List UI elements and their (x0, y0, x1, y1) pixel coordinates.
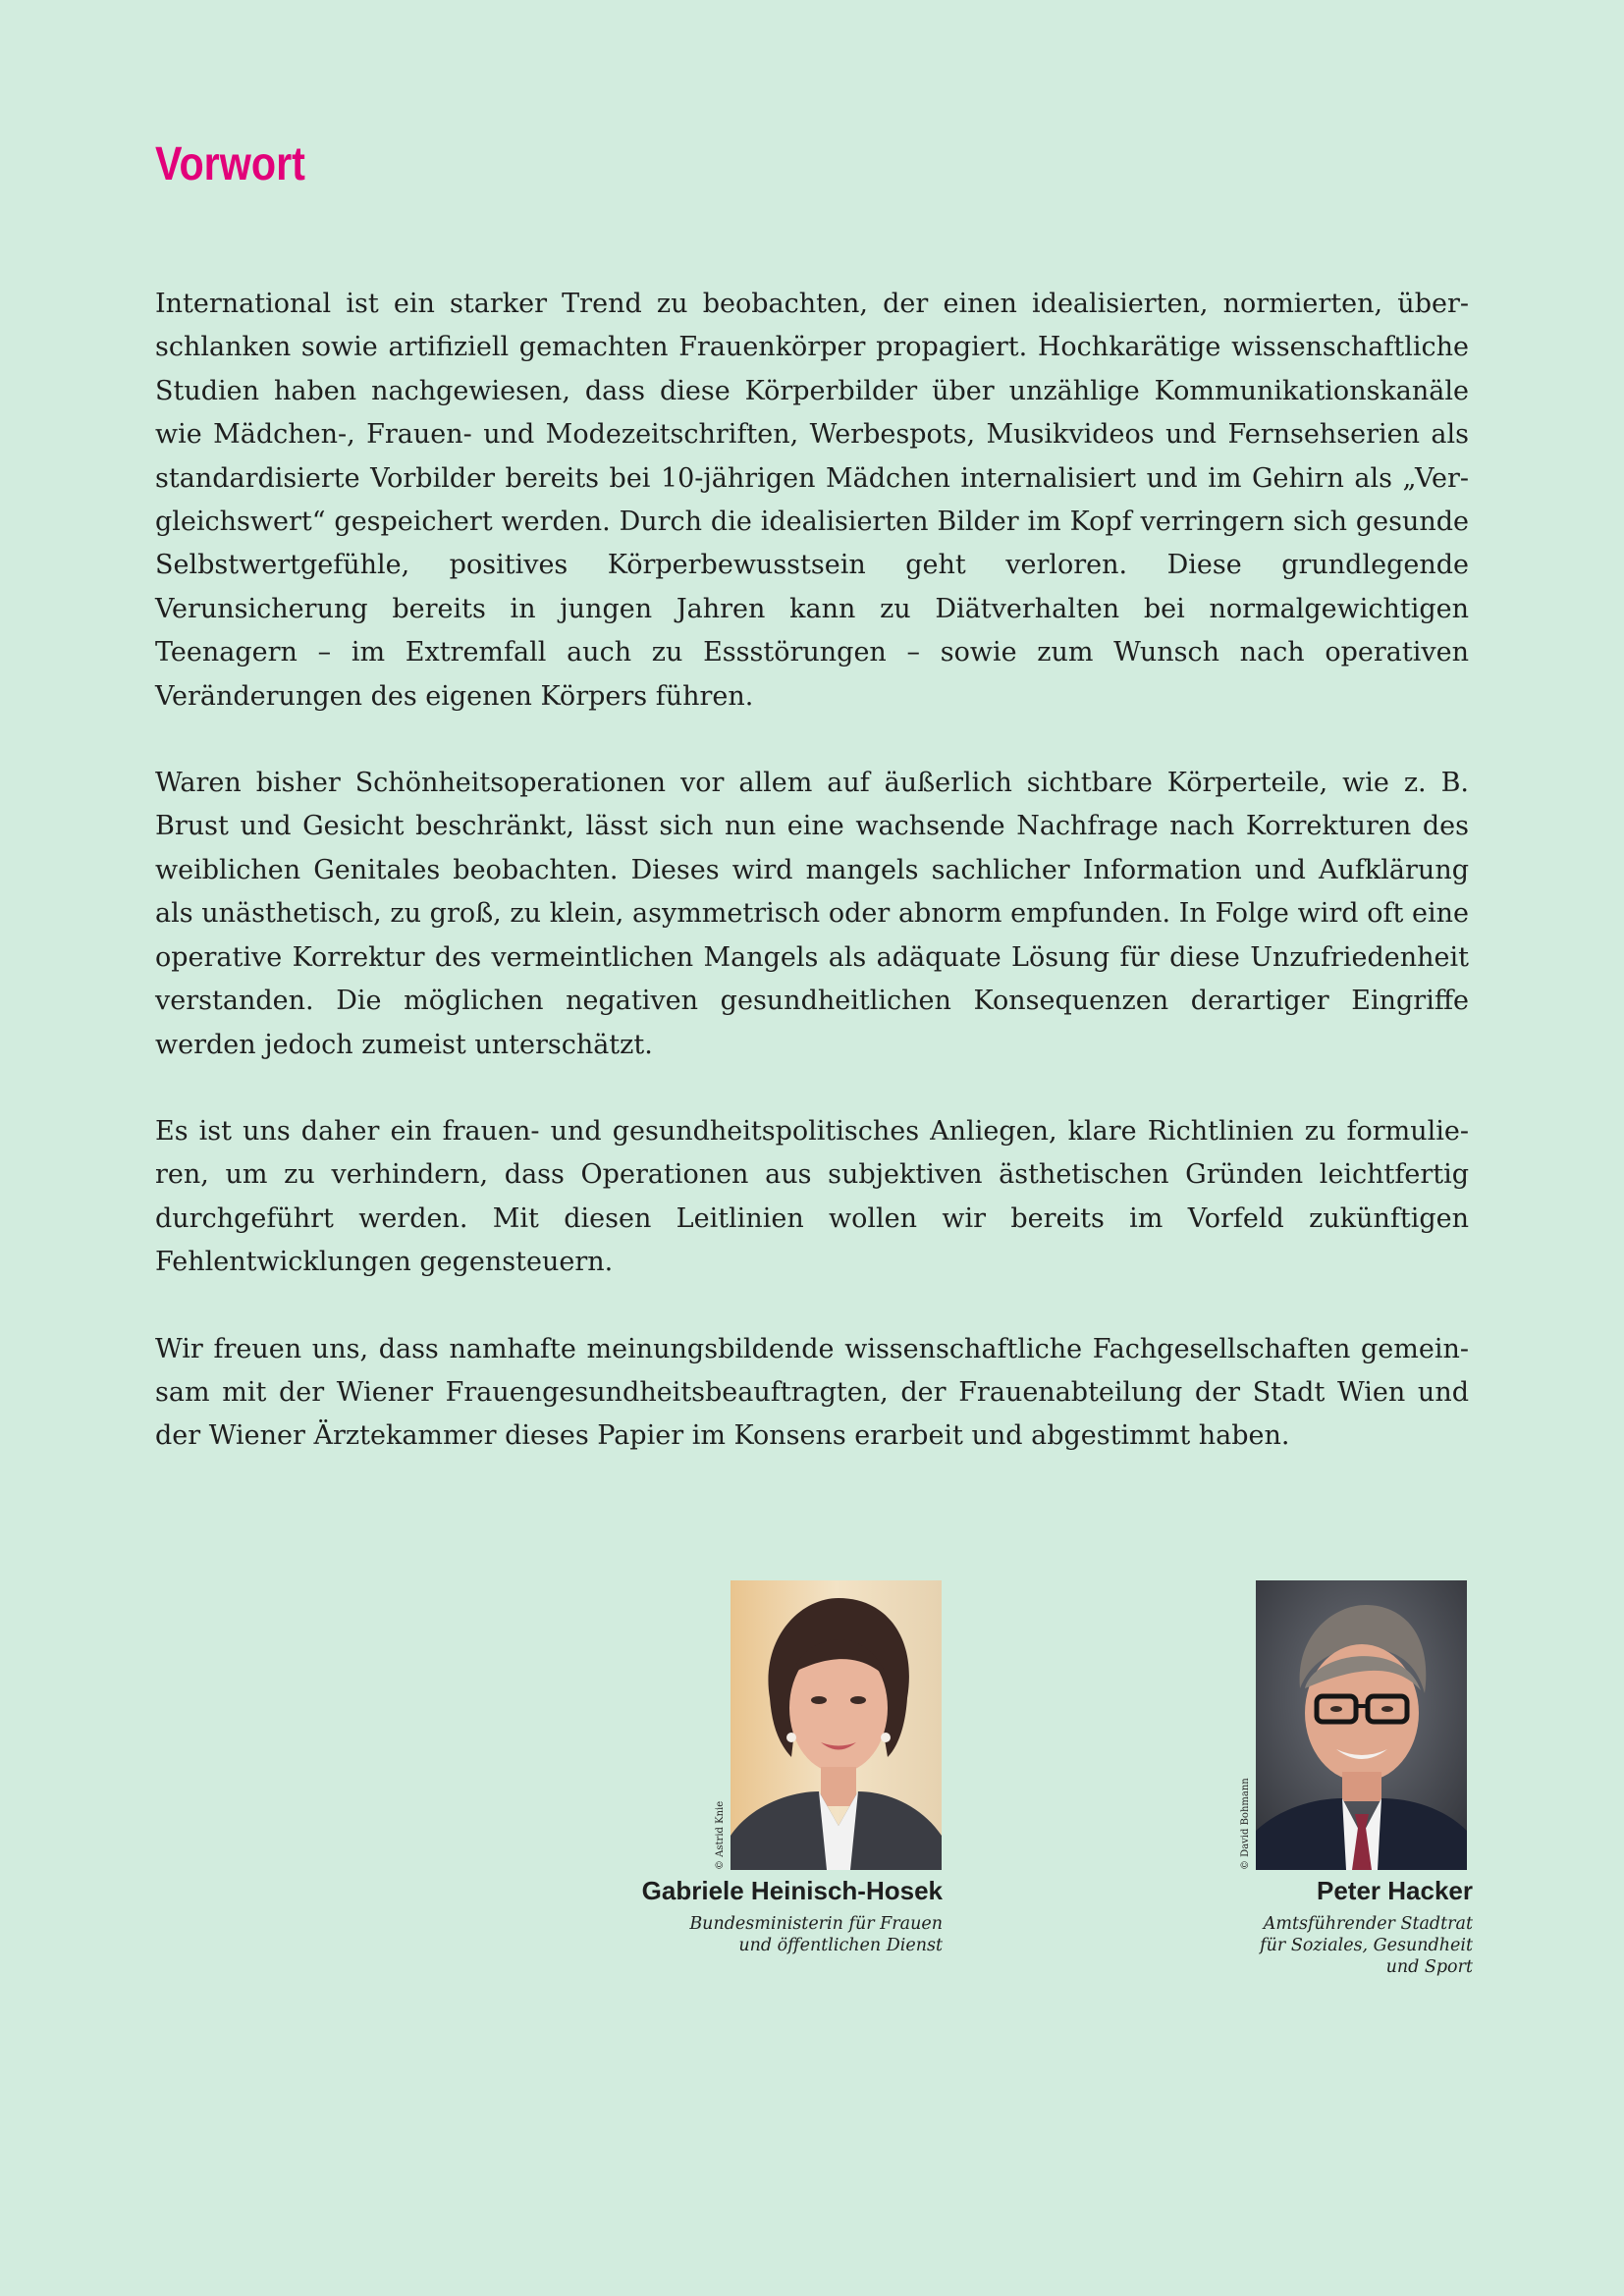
photo-credit: © David Bohmann (1240, 1778, 1251, 1870)
portrait-woman-photo (731, 1580, 942, 1870)
signature-block-hacker (1178, 1580, 1473, 1993)
signature-block-heinisch-hosek (641, 1580, 943, 1993)
signatory-name: Peter Hacker (1317, 1876, 1473, 1905)
photo-credit: © Astrid Knie (715, 1800, 726, 1870)
paragraph: Es ist uns daher ein frauen- und gesundheitspolitisches Anliegen, klare Richtlinien zu formulieren, um zu verhindern, dass Operationen aus subjektiven ästhetischen Gründen leichtfertig durchgeführt werden. Mit diesen Leitlinien wollen wir bereits im Vorfeld zukünftigen Fehlentwicklungen gegensteuern. (155, 1115, 1469, 1278)
role-line: Amtsführender Stadtrat (1263, 1914, 1473, 1934)
foreword-body (155, 283, 1469, 1502)
signatory-role (1260, 1913, 1473, 1978)
role-line: für Soziales, Gesundheit (1260, 1936, 1473, 1955)
role-line: Bundesministerin für Frauen (689, 1914, 943, 1934)
paragraph: International ist ein starker Trend zu beobachten, der einen idealisierten, normierten, überschlanken sowie artifiziell gemachten Frauenkörper propagiert. Hochkarätige wissenschaftliche Studien haben nachgewiesen, dass diese Körperbilder über unzählige Kommunikationskanäle wie Mädchen-, Frauen- und Modezeitschriften, Werbespots, Musikvideos und Fernsehserien als standardisierte Vorbilder bereits bei 10-jährigen Mädchen internalisiert und im Gehirn als „Vergleichswert“ gespeichert werden. Durch die idealisierten Bilder im Kopf verringern sich gesunde Selbstwertgefühle, positives Körperbewusstsein geht verloren. Diese grundlegende Verunsicherung bereits in jungen Jahren kann zu Diätverhalten bei normalgewichtigen Teenagern – im Extremfall auch zu Essstörungen – sowie zum Wunsch nach operativen Veränderungen des eigenen Körpers führen. (155, 289, 1469, 712)
paragraph: Waren bisher Schönheitsoperationen vor allem auf äußerlich sichtbare Körperteile, wie z. B. Brust und Gesicht beschränkt, lässt sich nun eine wachsende Nachfrage nach Korrekturen des weiblichen Genitales beobachten. Dieses wird mangels sachlicher Information und Aufklärung als unästhetisch, zu groß, zu klein, asymmetrisch oder abnorm empfunden. In Folge wird oft eine operative Korrektur des vermeintlichen Mangels als adäquate Lösung für diese Unzufriedenheit verstanden. Die möglichen negativen gesundheitlichen Konsequenzen derartiger Eingriffe werden jedoch zumeist unterschätzt. (155, 768, 1469, 1060)
signatory-name: Gabriele Heinisch-Hosek (641, 1876, 943, 1905)
role-line: und Sport (1385, 1957, 1473, 1977)
page-title: Vorwort (155, 138, 305, 190)
role-line: und öffentlichen Dienst (738, 1936, 943, 1955)
portrait-man-photo (1256, 1580, 1467, 1870)
signatory-role (689, 1913, 943, 1956)
paragraph: Wir freuen uns, dass namhafte meinungsbildende wissenschaftliche Fachgesellschaften gemeinsam mit der Wiener Frauengesundheitsbeauftragten, der Frauenabteilung der Stadt Wien und der Wiener Ärztekammer dieses Papier im Konsens erarbeit und abgestimmt haben. (155, 1333, 1469, 1452)
